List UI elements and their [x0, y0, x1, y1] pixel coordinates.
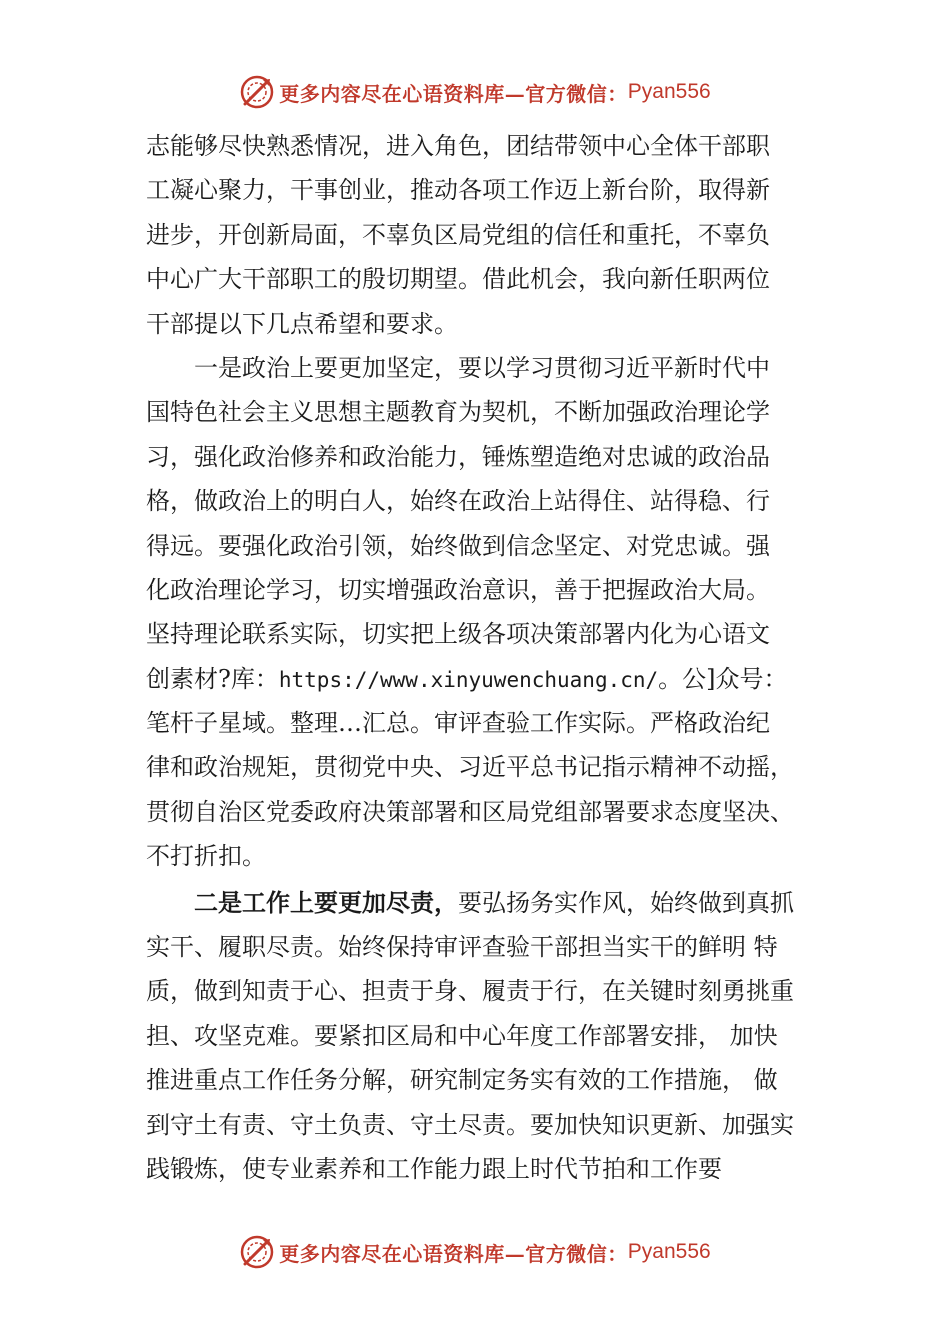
logo-icon	[239, 74, 275, 110]
paragraph-2	[146, 346, 836, 879]
text-line: 推进重点工作任务分解，研究制定务实有效的工作措施， 做	[146, 1066, 778, 1095]
text-line: 不打折扣。	[146, 842, 266, 871]
paragraph-3	[146, 881, 836, 1192]
url-line	[146, 657, 836, 701]
text-line: 国特色社会主义思想主题教育为契机，不断加强政治理论学	[146, 398, 770, 427]
header-handle: Pyan556	[627, 80, 711, 103]
text-line: 笔杆子星域。整理…汇总。审评查验工作实际。严格政治纪	[146, 709, 770, 738]
document-body	[146, 124, 836, 1191]
text-line: 进步，开创新局面，不辜负区局党组的信任和重托，不辜负	[146, 220, 770, 249]
header-banner	[0, 72, 950, 112]
text-line: 践锻炼，使专业素养和工作能力跟上时代节拍和工作要	[146, 1154, 722, 1183]
text-line	[146, 881, 836, 925]
text-line: 担、攻坚克难。要紧扣区局和中心年度工作部署安排， 加快	[146, 1021, 778, 1050]
url-suffix: 。公]众号：	[658, 664, 788, 693]
header-text: 更多内容尽在心语资料库—官方微信：	[279, 81, 628, 106]
section-heading: 二是工作上要更加尽责，	[194, 888, 458, 917]
text-line: 工凝心聚力，干事创业，推动各项工作迈上新台阶，取得新	[146, 176, 770, 205]
text-line: 质，做到知责于心、担责于身、履责于行，在关键时刻勇挑重	[146, 977, 794, 1006]
text-line: 志能够尽快熟悉情况，进入角色，团结带领中心全体干部职	[146, 132, 770, 160]
text-line: 得远。要强化政治引领，始终做到信念坚定、对党忠诚。强	[146, 531, 770, 560]
footer-banner	[0, 1232, 950, 1272]
text-line: 一是政治上要更加坚定，要以学习贯彻习近平新时代中	[194, 353, 770, 382]
text-line: 坚持理论联系实际，切实把上级各项决策部署内化为心语文	[146, 620, 770, 649]
footer-text: 更多内容尽在心语资料库—官方微信：	[279, 1241, 628, 1266]
text-run: 要弘扬务实作风，始终做到真抓	[458, 888, 794, 917]
text-line: 到守土有责、守土负责、守土尽责。要加快知识更新、加强实	[146, 1110, 794, 1139]
logo-icon	[239, 1234, 275, 1270]
footer-handle: Pyan556	[627, 1240, 711, 1263]
text-line: 化政治理论学习，切实增强政治意识，善于把握政治大局。	[146, 575, 770, 604]
text-line: 律和政治规矩，贯彻党中央、习近平总书记指示精神不动摇，	[146, 753, 794, 782]
website-link[interactable]: https://www.xinyuwenchuang.cn/	[278, 667, 659, 692]
paragraph-1	[146, 124, 836, 346]
text-line: 干部提以下几点希望和要求。	[146, 309, 458, 338]
url-prefix: 创素材?库：	[146, 664, 279, 693]
text-line: 格，做政治上的明白人，始终在政治上站得住、站得稳、行	[146, 487, 770, 516]
text-line: 中心广大干部职工的殷切期望。借此机会，我向新任职两位	[146, 265, 770, 294]
text-line: 实干、履职尽责。始终保持审评查验干部担当实干的鲜明 特	[146, 933, 778, 962]
text-line: 贯彻自治区党委政府决策部署和区局党组部署要求态度坚决、	[146, 797, 794, 826]
text-line: 习，强化政治修养和政治能力，锤炼塑造绝对忠诚的政治品	[146, 442, 770, 471]
